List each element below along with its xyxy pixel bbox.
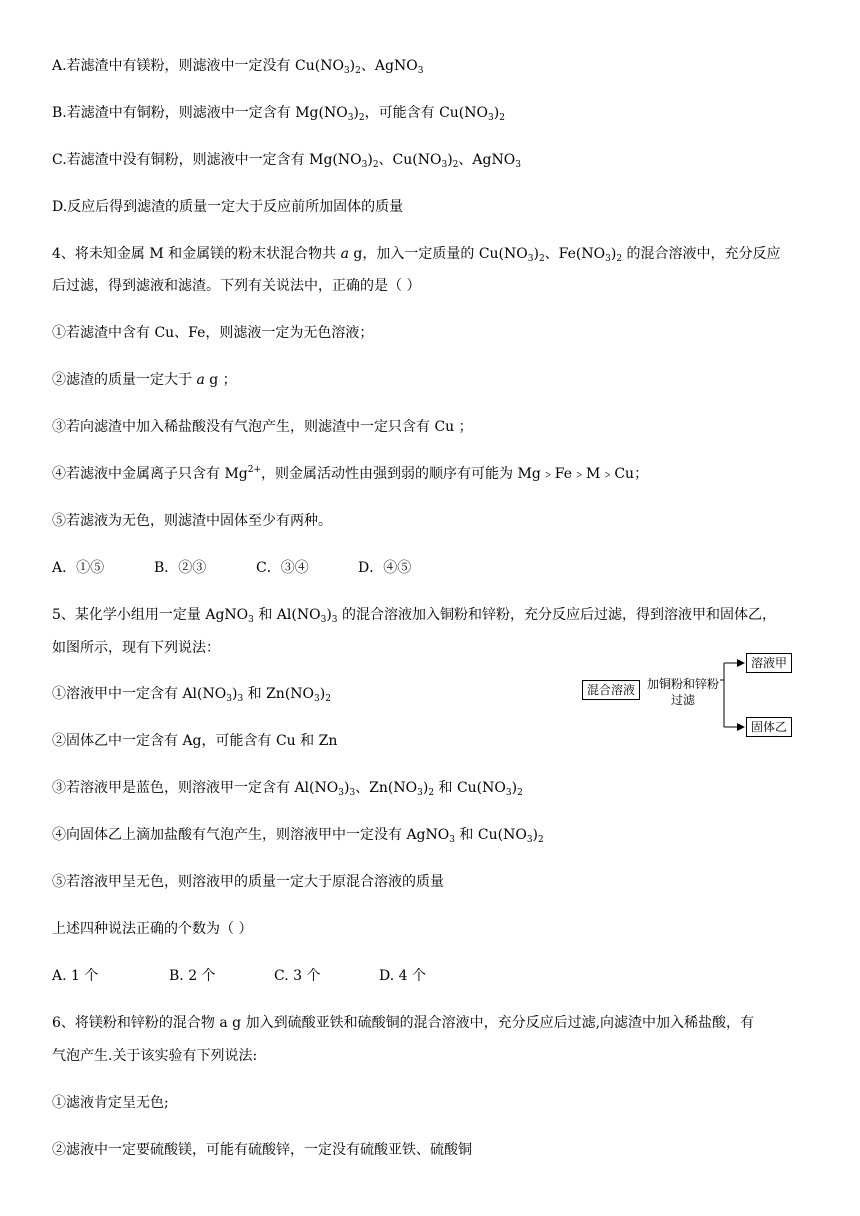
q4-statement-1: ①若滤渣中含有 Cu、Fe，则滤液一定为无色溶液； xyxy=(52,325,374,341)
q5-option-c: C. 3 个 xyxy=(274,968,321,984)
q5-options xyxy=(52,966,426,986)
q5-option-d: D. 4 个 xyxy=(379,968,426,984)
q6-statement-1: ①滤液肯定呈无色; xyxy=(52,1095,169,1111)
q4-statement-2: ②滤渣的质量一定大于 a g ； xyxy=(52,372,237,388)
q6-stem-line1: 6、将镁粉和锌粉的混合物 a g 加入到硫酸亚铁和硫酸铜的混合溶液中，充分反应后过滤,向滤渣中加入稀盐酸，有 xyxy=(52,1015,755,1031)
q5-option-a: A. 1 个 xyxy=(52,968,99,984)
q4-statement-3: ③若向滤渣中加入稀盐酸没有气泡产生，则滤渣中一定只含有 Cu ； xyxy=(52,419,473,435)
q4-options xyxy=(52,558,411,578)
q4-option-c: C．③④ xyxy=(256,560,309,576)
q4-statement-5: ⑤若滤液为无色，则滤渣中固体至少有两种。 xyxy=(52,513,332,529)
q3-option-c: C.若滤渣中没有铜粉，则滤液中一定含有 $Mg(NO_3)_2$、$Cu(NO_3)_2$、AgNO$_3$ xyxy=(52,152,521,170)
q5-stem-line1: 5、某化学小组用一定量 AgNO$_3$ 和 $Al(NO_3)_3$ 的混合溶液加入铜粉和锌粉，充分反应后过滤，得到溶液甲和固体乙， xyxy=(52,607,776,625)
q5-statement-4: ④向固体乙上滴加盐酸有气泡产生，则溶液甲中一定没有 AgNO$_3$ 和 $Cu(NO_3)_2$ xyxy=(52,827,544,845)
q4-stem-line2: 后过滤，得到滤液和滤渣。下列有关说法中，正确的是（ ） xyxy=(52,278,421,294)
q3-option-b: B.若滤渣中有铜粉，则滤液中一定含有 $Mg(NO_3)_2$，可能含有 $Cu(NO_3)_2$ xyxy=(52,105,505,123)
q5-statement-3: ③若溶液甲是蓝色，则溶液甲一定含有 $Al(NO_3)_3$、$Zn(NO_3)_2$ 和 $Cu(NO_3)_2$ xyxy=(52,780,523,798)
q3-option-d: D.反应后得到滤渣的质量一定大于反应前所加固体的质量 xyxy=(52,199,404,215)
q6-stem-line2: 气泡产生.关于该实验有下列说法: xyxy=(52,1048,258,1064)
q5-statement-5: ⑤若溶液甲呈无色，则溶液甲的质量一定大于原混合溶液的质量 xyxy=(52,874,444,890)
q5-option-b: B. 2 个 xyxy=(169,968,216,984)
flow-output-bottom-box: 固体乙 xyxy=(746,717,792,737)
flow-process-top: 加铜粉和锌粉 xyxy=(646,677,719,691)
q5-statement-2: ②固体乙中一定含有 Ag，可能含有 Cu 和 Zn xyxy=(52,733,338,749)
q5-statement-1: ①溶液甲中一定含有 $Al(NO_3)_3$ 和 $Zn(NO_3)_2$ xyxy=(52,686,331,704)
flow-output-top-box: 溶液甲 xyxy=(746,653,792,673)
q3-option-a: A.若滤渣中有镁粉，则滤液中一定没有 $Cu(NO_3)_2$、AgNO$_3$ xyxy=(52,58,424,76)
q6-statement-2: ②滤液中一定要硫酸镁，可能有硫酸锌，一定没有硫酸亚铁、硫酸铜 xyxy=(52,1142,472,1158)
q4-option-b: B．②③ xyxy=(154,560,207,576)
flow-start-box: 混合溶液 xyxy=(582,680,640,700)
flow-process-bottom: 过滤 xyxy=(670,693,695,707)
q4-stem-line1: 4、将未知金属 M 和金属镁的粉末状混合物共 a g，加入一定质量的 $Cu(NO_3)_2$、$Fe(NO_3)_2$ 的混合溶液中，充分反应 xyxy=(52,246,781,264)
q5-stem-line2: 如图所示，现有下列说法： xyxy=(52,640,220,656)
q5-flow-diagram xyxy=(578,650,798,742)
q4-option-d: D．④⑤ xyxy=(358,560,412,576)
q5-question: 上述四种说法正确的个数为（ ） xyxy=(52,921,253,937)
q4-statement-4: ④若滤液中金属离子只含有 $Mg^{2+}$，则金属活动性由强到弱的顺序有可能为 Mg﹥Fe﹥M﹥Cu； xyxy=(52,465,649,482)
q4-option-a: A．①⑤ xyxy=(52,560,105,576)
